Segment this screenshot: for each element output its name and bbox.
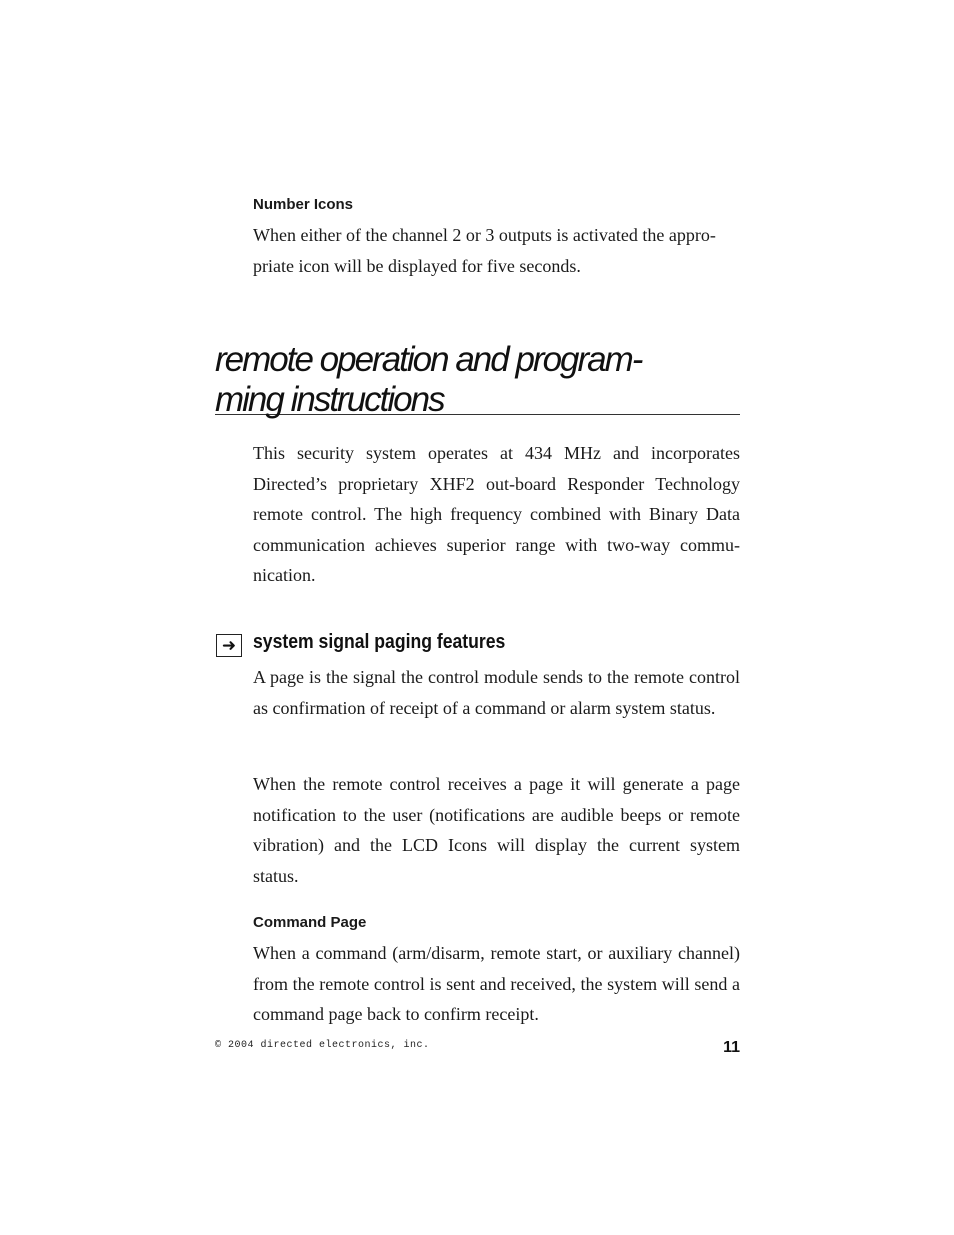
paging-section-heading: system signal paging features <box>253 631 506 653</box>
intro-paragraph: This security system operates at 434 MHz and incorporates Directed’s proprietary XHF2 out-board Responder Technology remote control. The high frequency combined with Binary Data communication achieves superior range with two-way commu-nication. <box>253 443 740 586</box>
number-icons-paragraph <box>253 220 740 281</box>
footer-copyright: © 2004 directed electronics, inc. <box>215 1040 430 1051</box>
paging-paragraph-2: When the remote control receives a page it will generate a page notification to the user (notifications are audible beeps or remote vibration) and the LCD Icons will display the current system status. <box>253 774 740 886</box>
command-page-heading: Command Page <box>253 914 367 931</box>
main-heading-line-1: remote operation and program- <box>215 340 642 379</box>
page-number: 11 <box>723 1039 740 1056</box>
number-icons-heading: Number Icons <box>253 196 354 213</box>
command-page-paragraph: When a command (arm/disarm, remote start, or auxiliary channel) from the remote control is sent and received, the system will send a command page back to confirm receipt. <box>253 943 740 1025</box>
paging-paragraph-1: A page is the signal the control module sends to the remote control as confirmation of receipt of a command or alarm system status. <box>253 667 740 718</box>
main-heading <box>215 340 740 419</box>
number-icons-line-2: priate icon will be displayed for five seconds. <box>253 255 581 276</box>
main-heading-line-2: ming instructions <box>215 380 444 419</box>
arrow-right-icon: ➜ <box>216 634 242 657</box>
number-icons-line-1: When either of the channel 2 or 3 outputs is activated the appro- <box>253 225 716 245</box>
